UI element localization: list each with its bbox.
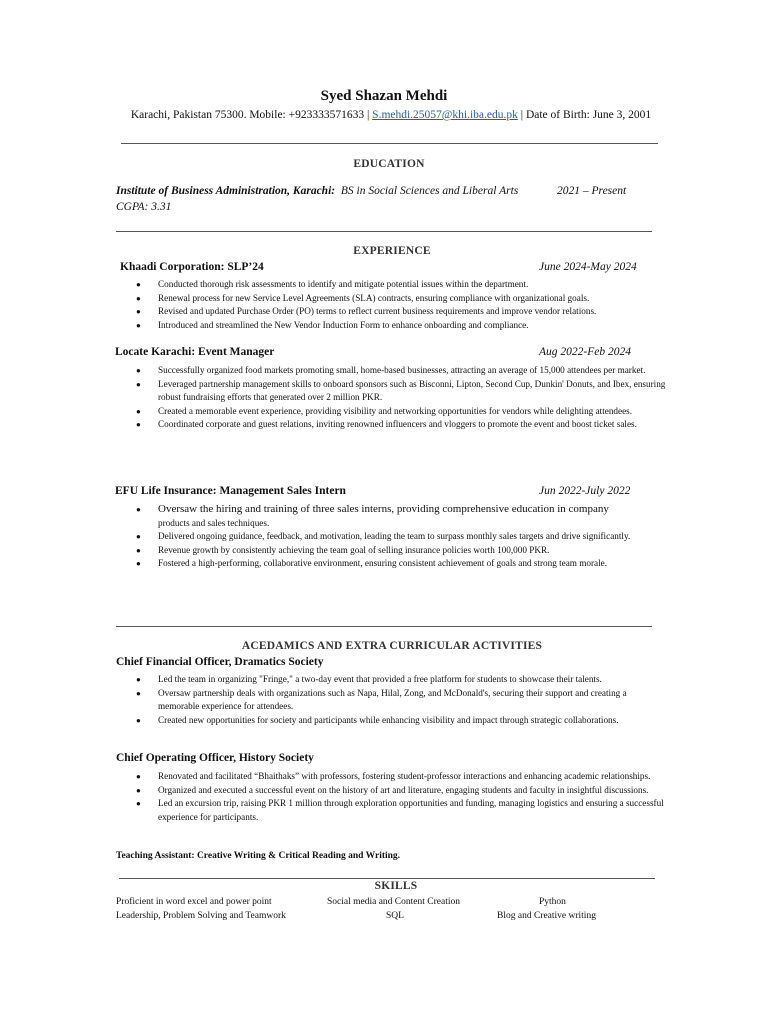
activity-role-title: Chief Financial Officer, Dramatics Society <box>116 656 324 668</box>
list-item <box>115 687 665 714</box>
education-divider <box>116 231 652 232</box>
job-dates: June 2024-May 2024 <box>539 261 637 273</box>
list-item <box>115 784 675 798</box>
contact-suffix: | Date of Birth: June 3, 2001 <box>517 109 652 121</box>
activity-bullets <box>115 770 675 824</box>
bullet-icon: ● <box>136 785 141 795</box>
job-dates: Jun 2022-July 2022 <box>539 485 631 497</box>
education-dates: 2021 – Present <box>557 185 627 197</box>
skill-item: Blog and Creative writing <box>497 911 596 921</box>
bullet-icon: ● <box>136 307 141 316</box>
list-item <box>115 405 675 419</box>
bullet-text: Revenue growth by consistently achieving the team goal of selling insurance policies worth 100,000 PKR. <box>158 544 550 555</box>
list-item <box>115 278 675 292</box>
bullet-text: Renovated and facilitated “Bhaithaks” with professors, fostering student-professor interactions and enhancing academic relationships. <box>158 771 651 781</box>
bullet-text: Created a memorable event experience, providing visibility and networking opportunities for vendors while delighting attendees. <box>158 405 633 416</box>
bullet-icon: ● <box>136 280 141 289</box>
list-item <box>115 673 665 687</box>
experience-heading: EXPERIENCE <box>353 245 431 257</box>
bullet-text: Created new opportunities for society and participants while enhancing visibility and impact through strategic collaborations. <box>158 714 619 725</box>
job-bullets <box>115 278 675 332</box>
list-item <box>115 418 675 432</box>
bullet-icon: ● <box>136 715 141 725</box>
list-item <box>115 319 675 333</box>
bullet-icon: ● <box>136 379 141 389</box>
teaching-assistant-line: Teaching Assistant: Creative Writing & Critical Reading and Writing. <box>116 851 401 861</box>
list-item <box>115 530 675 544</box>
bullet-icon: ● <box>136 420 141 429</box>
candidate-name: Syed Shazan Mehdi <box>320 88 448 104</box>
bullet-text: Revised and updated Purchase Order (PO) terms to reflect current business requirements and improve vendor relations. <box>158 306 597 316</box>
bullet-text: Led the team in organizing "Fringe," a two-day event that provided a free platform for students to showcase their talents. <box>158 674 602 684</box>
contact-line <box>0 109 768 121</box>
activity-role-title: Chief Operating Officer, History Society <box>116 752 314 764</box>
bullet-icon: ● <box>136 772 141 781</box>
skill-item: Social media and Content Creation <box>327 897 460 907</box>
skill-item: SQL <box>386 911 404 921</box>
education-heading: EDUCATION <box>353 158 425 170</box>
list-item <box>115 292 675 306</box>
bullet-text: Fostered a high-performing, collaborative environment, ensuring consistent achievement of goals and strong team morale. <box>158 558 608 568</box>
skill-item: Python <box>539 897 566 907</box>
bullet-text: Leveraged partnership management skills to onboard sponsors such as Bisconni, Lipton, Second Cup, Dunkin' Donuts, and Ibex, ensuring robust fundraising efforts that generated over 2 million PKR. <box>158 378 666 402</box>
bullet-text: Renewal process for new Service Level Agreements (SLA) contracts, ensuring compliance with organizational goals. <box>158 292 590 303</box>
bullet-icon: ● <box>136 505 141 514</box>
bullet-text: Conducted thorough risk assessments to identify and mitigate potential issues within the department. <box>158 279 529 289</box>
activities-heading: ACEDAMICS AND EXTRA CURRICULAR ACTIVITIES <box>241 640 543 652</box>
bullet-text: Delivered ongoing guidance, feedback, and motivation, leading the team to surpass monthly sales targets and drive significantly. <box>158 531 631 541</box>
bullet-text: Oversaw the hiring and training of three sales interns, providing comprehensive education in company <box>158 503 609 515</box>
bullet-text: Oversaw partnership deals with organizations such as Napa, Hilal, Zong, and McDonald's, securing their support and creating a memorable experience for attendees. <box>158 687 627 711</box>
bullet-text: Led an excursion trip, raising PKR 1 million through exploration opportunities and funding, managing logistics and ensuring a successful experience for participants. <box>158 798 664 822</box>
bullet-text: Introduced and streamlined the New Vendor Induction Form to enhance onboarding and compliance. <box>158 319 529 330</box>
bullet-icon: ● <box>136 366 141 375</box>
bullet-icon: ● <box>136 406 141 416</box>
education-cgpa: CGPA: 3.31 <box>116 201 172 213</box>
job-bullets <box>115 364 675 432</box>
list-item <box>115 305 675 319</box>
bullet-icon: ● <box>136 675 141 684</box>
activity-bullets <box>115 673 665 727</box>
list-item <box>115 797 675 824</box>
skill-item: Leadership, Problem Solving and Teamwork <box>116 911 286 921</box>
bullet-icon: ● <box>136 799 141 808</box>
education-institution-line <box>116 185 518 197</box>
bullet-text: Organized and executed a successful event on the history of art and literature, engaging students and faculty in insightful discussions. <box>158 784 649 795</box>
skill-item: Proficient in word excel and power point <box>116 897 272 907</box>
job-title: EFU Life Insurance: Management Sales Intern <box>115 485 346 497</box>
bullet-text-continued: products and sales techniques. <box>158 517 270 528</box>
job-title: Locate Karachi: Event Manager <box>115 346 275 358</box>
education-institution: Institute of Business Administration, Karachi: <box>116 185 336 197</box>
bullet-text: Coordinated corporate and guest relations, inviting renowned influencers and vloggers to promote the event and boost ticket sales. <box>158 419 637 429</box>
activities-divider <box>119 878 655 879</box>
contact-prefix: Karachi, Pakistan 75300. Mobile: +923333571633 | <box>130 109 373 121</box>
header-divider <box>121 143 658 144</box>
list-item <box>115 378 675 405</box>
bullet-icon: ● <box>136 320 141 330</box>
bullet-text: Successfully organized food markets promoting small, home-based businesses, attracting an average of 15,000 attendees per market. <box>158 365 646 375</box>
bullet-icon: ● <box>136 559 141 568</box>
bullet-icon: ● <box>136 688 141 698</box>
skills-heading: SKILLS <box>374 880 418 892</box>
job-title: Khaadi Corporation: SLP’24 <box>120 261 264 273</box>
education-degree: BS in Social Sciences and Liberal Arts <box>340 185 519 197</box>
job-bullets <box>115 503 675 571</box>
list-item <box>115 557 675 571</box>
experience-divider <box>116 626 652 627</box>
list-item <box>115 544 675 558</box>
email-link[interactable]: S.mehdi.25057@khi.iba.edu.pk <box>372 109 518 121</box>
job-dates: Aug 2022-Feb 2024 <box>539 346 631 358</box>
bullet-icon: ● <box>136 545 141 555</box>
bullet-icon: ● <box>136 532 141 541</box>
list-item <box>115 364 675 378</box>
list-item <box>115 714 665 728</box>
list-item <box>115 770 675 784</box>
bullet-icon: ● <box>136 293 141 303</box>
list-item <box>115 503 675 530</box>
